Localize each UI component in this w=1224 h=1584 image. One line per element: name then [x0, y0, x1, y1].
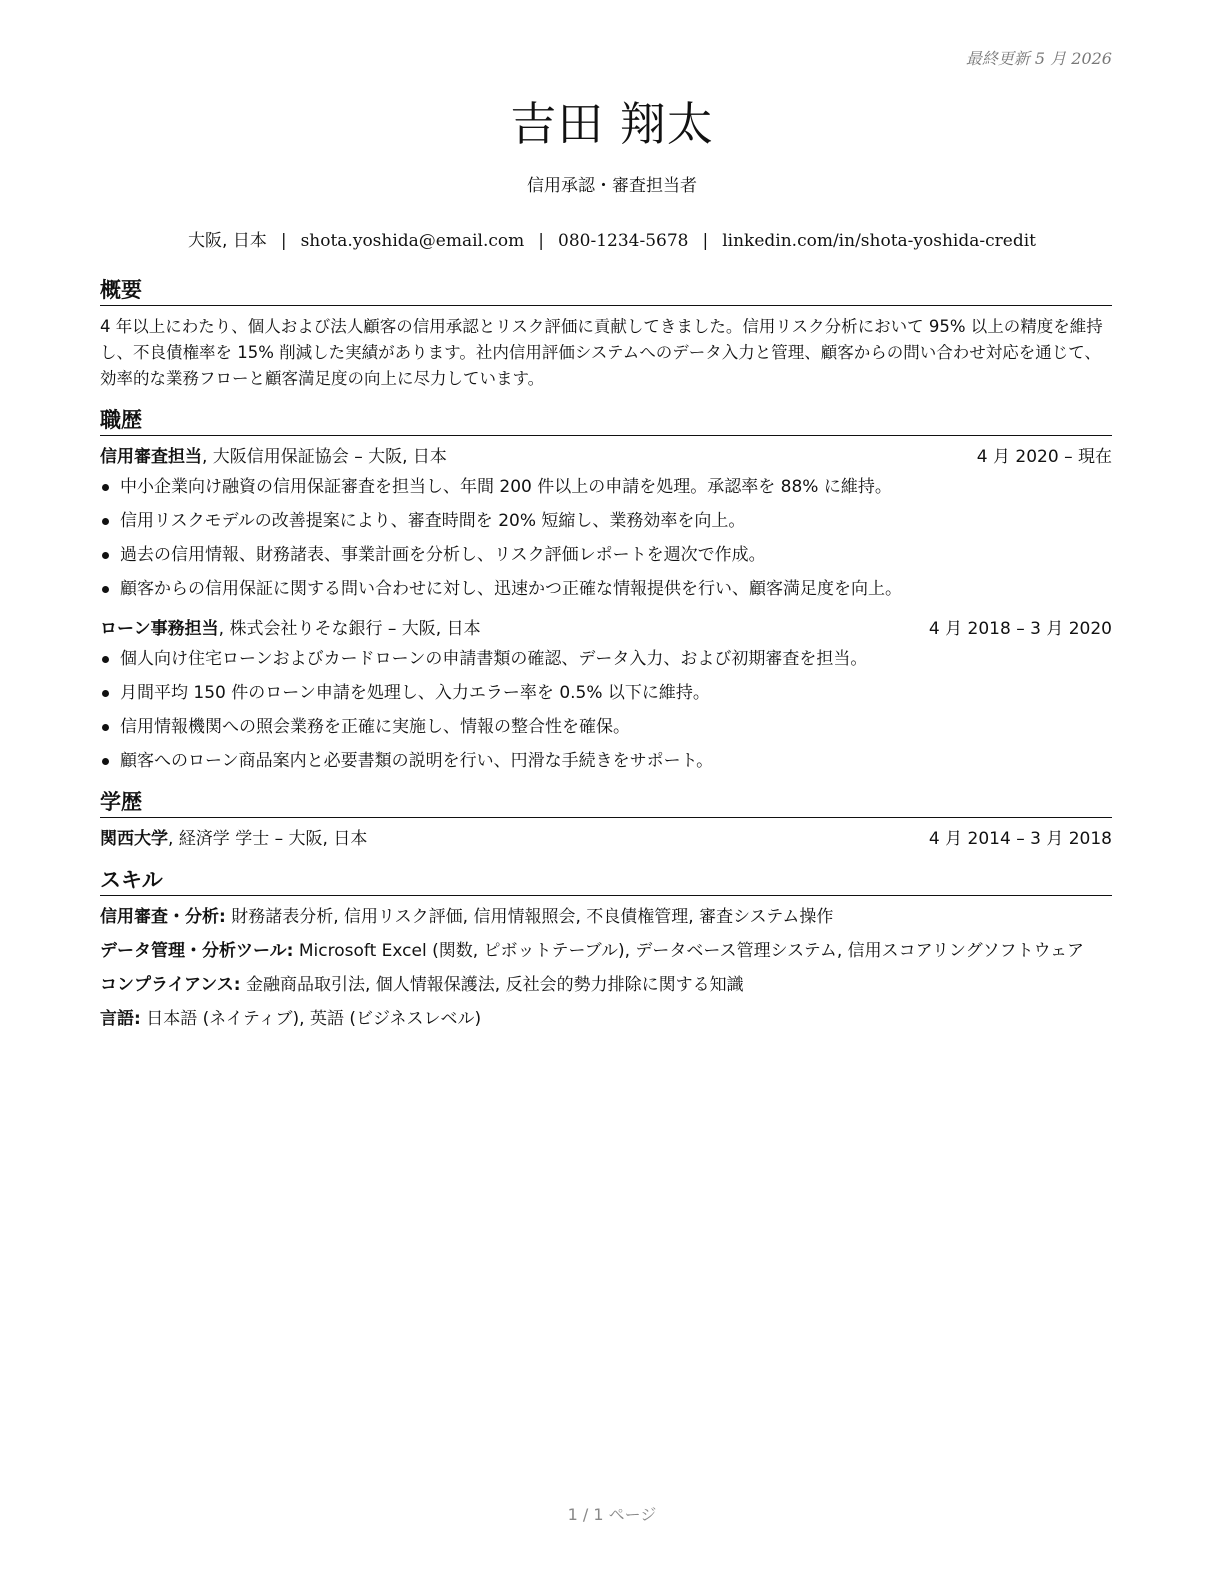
contact-phone[interactable]: 080-1234-5678 [558, 231, 689, 251]
job-entry [100, 444, 1112, 602]
bullet-item: 過去の信用情報、財務諸表、事業計画を分析し、リスク評価レポートを週次で作成。 [100, 542, 1112, 568]
bullet-item: 中小企業向け融資の信用保証審査を担当し、年間 200 件以上の申請を処理。承認率を 88% に維持。 [100, 474, 1112, 500]
job-org: , 大阪信用保証協会 – 大阪, 日本 [202, 447, 447, 467]
contact-email[interactable]: shota.yoshida@email.com [300, 231, 525, 251]
job-header [100, 444, 1112, 470]
education-entry [100, 826, 1112, 852]
job-org: , 株式会社りそな銀行 – 大阪, 日本 [218, 619, 481, 639]
job-bullets [100, 474, 1112, 602]
skill-value: 金融商品取引法, 個人情報保護法, 反社会的勢力排除に関する知識 [240, 975, 744, 995]
education-heading: 学歴 [100, 788, 1112, 818]
job-role: ローン事務担当 [100, 619, 219, 639]
resume-body [100, 276, 1112, 1040]
bullet-item: 顧客からの信用保証に関する問い合わせに対し、迅速かつ正確な情報提供を行い、顧客満足度を向上。 [100, 576, 1112, 602]
skill-row [100, 972, 1112, 998]
job-dates: 4 月 2020 – 現在 [976, 447, 1112, 467]
bullet-item: 信用情報機関への照会業務を正確に実施し、情報の整合性を確保。 [100, 714, 1112, 740]
job-header [100, 616, 1112, 642]
contact-location: 大阪, 日本 [188, 231, 267, 251]
last-updated: 最終更新 5 月 2026 [965, 49, 1112, 68]
skill-label: 信用審査・分析: [100, 907, 226, 927]
summary-heading: 概要 [100, 276, 1112, 306]
bullet-item: 信用リスクモデルの改善提案により、審査時間を 20% 短縮し、業務効率を向上。 [100, 508, 1112, 534]
skill-row [100, 1006, 1112, 1032]
skill-value: 日本語 (ネイティブ), 英語 (ビジネスレベル) [140, 1009, 482, 1029]
contact-separator: | [702, 231, 709, 251]
bullet-item: 顧客へのローン商品案内と必要書類の説明を行い、円滑な手続きをサポート。 [100, 748, 1112, 774]
skills-heading: スキル [100, 866, 1112, 896]
job-dates: 4 月 2018 – 3 月 2020 [928, 619, 1112, 639]
contact-line [0, 226, 1224, 251]
skill-label: 言語: [100, 1009, 141, 1029]
skill-value: 財務諸表分析, 信用リスク評価, 信用情報照会, 不良債権管理, 審査システム操作 [225, 907, 834, 927]
summary-text: 4 年以上にわたり、個人および法人顧客の信用承認とリスク評価に貢献してきました。信用リスク分析において 95% 以上の精度を維持し、不良債権率を 15% 削減した実績があります。社内信用評価システムへのデータ入力と管理、顧客からの問い合わせ対応を通じて、効率的な業務フローと顧客満足度の向上に尽力しています。 [100, 317, 1103, 388]
skill-label: データ管理・分析ツール: [100, 941, 294, 961]
contact-separator: | [280, 231, 287, 251]
skill-label: コンプライアンス: [100, 975, 241, 995]
job-title: 信用承認・審査担当者 [527, 176, 697, 196]
skill-row [100, 938, 1112, 964]
contact-separator: | [538, 231, 545, 251]
bullet-item: 個人向け住宅ローンおよびカードローンの申請書類の確認、データ入力、および初期審査を担当。 [100, 646, 1112, 672]
job-entry [100, 616, 1112, 774]
job-bullets [100, 646, 1112, 774]
job-role: 信用審査担当 [100, 447, 202, 467]
candidate-name: 吉田 翔太 [510, 97, 714, 151]
skill-value: Microsoft Excel (関数, ピボットテーブル), データベース管理システム, 信用スコアリングソフトウェア [293, 941, 1084, 961]
contact-linkedin[interactable]: linkedin.com/in/shota-yoshida-credit [722, 231, 1036, 251]
experience-heading: 職歴 [100, 406, 1112, 436]
skill-row [100, 904, 1112, 930]
education-school: 関西大学 [100, 829, 168, 849]
page-number: 1 / 1 ページ [567, 1505, 657, 1524]
education-detail: , 経済学 学士 – 大阪, 日本 [168, 829, 368, 849]
bullet-item: 月間平均 150 件のローン申請を処理し、入力エラー率を 0.5% 以下に維持。 [100, 680, 1112, 706]
education-dates: 4 月 2014 – 3 月 2018 [928, 829, 1112, 849]
